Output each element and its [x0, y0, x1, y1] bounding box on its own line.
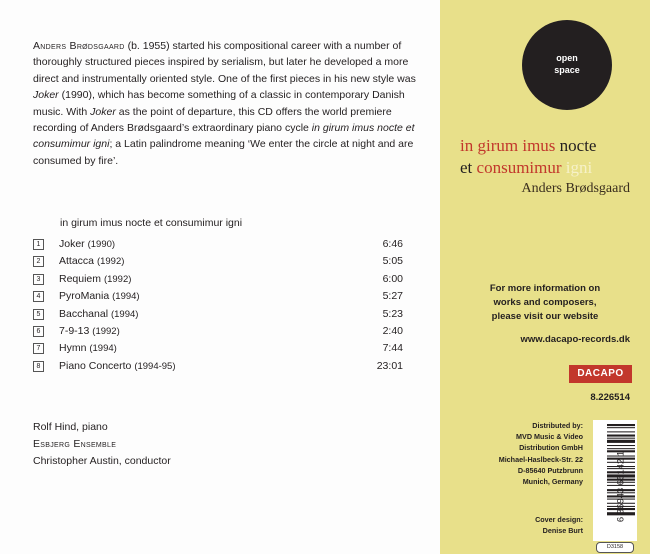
- disc-title: [460, 135, 596, 179]
- track-year: (1994): [112, 291, 140, 303]
- track-number: 3: [33, 274, 44, 285]
- credit-ensemble: Esbjerg Ensemble: [33, 438, 117, 450]
- intro-joker: Joker: [33, 89, 59, 102]
- track-row: [33, 358, 403, 375]
- track-row: [33, 323, 403, 340]
- track-year: (1990): [87, 239, 116, 250]
- track-number: 1: [33, 239, 44, 250]
- distributor-line: D-85640 Putzbrunn: [517, 465, 583, 475]
- track-duration: 7:44: [382, 342, 403, 355]
- intro-palindrome: in girum imus nocte et consumimur igni: [33, 122, 415, 151]
- track-year: (1992): [103, 273, 132, 285]
- credit-conductor: Christopher Austin, conductor: [33, 455, 171, 467]
- intro-text-3: as the point of departure, this CD offers the world premiere recording of Anders Brødsgaard’s extraordinary piano cycle: [33, 105, 392, 135]
- track-year: (1992): [92, 325, 120, 337]
- track-title: Requiem (1992): [59, 272, 132, 285]
- track-title: 7-9-13 (1992): [59, 324, 120, 337]
- track-title: Joker (1990): [59, 238, 116, 250]
- cd-logo-mark: D3158: [596, 542, 634, 553]
- track-duration: 5:05: [382, 255, 403, 268]
- distributor-title: Distributed by:: [532, 421, 583, 430]
- cover-design-name: Denise Burt: [542, 526, 583, 536]
- distributor-line: Distribution GmbH: [519, 443, 583, 453]
- track-number: 8: [33, 361, 44, 372]
- track-number: 6: [33, 326, 44, 337]
- track-duration: 2:40: [382, 324, 403, 337]
- intro-text-1: (b. 1955) started his compositional career with a number of thoroughly structured pieces inspired by serialism, but later he developed a more direct and instrumentally oriented style. One of the first pieces in his new style was: [33, 40, 416, 85]
- track-number: 4: [33, 291, 44, 302]
- open-space-logo: [522, 20, 612, 110]
- cover-design-credit: [445, 514, 583, 536]
- track-number: 5: [33, 309, 44, 320]
- distributor-line: Munich, Germany: [522, 477, 583, 487]
- track-number: 2: [33, 256, 44, 267]
- distributor-line: Michael-Haslbeck-Str. 22: [498, 454, 583, 464]
- credit-pianist: Rolf Hind, piano: [33, 421, 108, 433]
- distributor-line: MVD Music & Video: [516, 432, 583, 442]
- logo-line-open: open: [556, 53, 578, 63]
- track-duration: 5:27: [382, 290, 403, 303]
- track-title: Bacchanal (1994): [59, 307, 139, 320]
- catalog-number: 8.226514: [590, 392, 630, 403]
- distributor-info: [445, 420, 583, 487]
- info-line: For more information on: [489, 283, 601, 294]
- disc-title-word: consumimur: [476, 158, 562, 177]
- barcode-number-holder: [597, 433, 637, 541]
- disc-title-word: in girum: [460, 136, 519, 155]
- track-year: (1994): [110, 308, 139, 320]
- track-duration: 6:46: [382, 238, 403, 250]
- work-title: in girum imus nocte et consumimur igni: [60, 217, 243, 229]
- intro-paragraph: [33, 38, 428, 169]
- track-row: [33, 288, 403, 305]
- track-row: [33, 340, 403, 357]
- composer-name-smallcaps: Anders Brødsgaard: [33, 40, 125, 52]
- track-year: (1994-95): [134, 360, 176, 372]
- intro-text-4: ; a Latin palindrome meaning ‘We enter the circle at night and are consumed by fire’.: [33, 138, 414, 167]
- track-row: [33, 271, 403, 288]
- disc-title-line-1: [460, 135, 596, 157]
- track-year: (1994): [89, 343, 117, 355]
- intro-text-2: (1990), which has become something of a classic in contemporary Danish music. With: [33, 89, 405, 118]
- disc-title-word: et: [460, 158, 473, 177]
- intro-joker-2: Joker: [90, 105, 116, 118]
- disc-title-word: nocte: [559, 136, 597, 155]
- disc-title-word: igni: [565, 158, 593, 177]
- track-title: Attacca (1992): [59, 255, 125, 268]
- disc-title-line-2: [460, 157, 596, 179]
- website-link[interactable]: www.dacapo-records.dk: [520, 334, 630, 345]
- track-row: [33, 253, 403, 270]
- track-duration: 23:01: [376, 359, 403, 372]
- track-row: [33, 236, 403, 253]
- track-row: [33, 306, 403, 323]
- barcode-bar: [607, 427, 635, 428]
- cover-design-title: Cover design:: [535, 515, 583, 524]
- info-line: works and composers,: [493, 297, 597, 308]
- track-title: PyroMania (1994): [59, 290, 140, 303]
- track-duration: 5:23: [382, 307, 403, 320]
- more-info-text: [460, 282, 630, 324]
- logo-line-space: space: [554, 65, 580, 75]
- performer-credits: [33, 419, 171, 470]
- track-title: Hymn (1994): [59, 342, 117, 355]
- track-year: (1992): [96, 256, 125, 268]
- track-duration: 6:00: [382, 272, 403, 285]
- track-title: Piano Concerto (1994-95): [59, 359, 176, 372]
- track-number: 7: [33, 343, 44, 354]
- dacapo-label-logo: DACAPO: [569, 365, 632, 383]
- composer-name: Anders Brødsgaard: [521, 181, 630, 196]
- barcode-bar: [607, 424, 635, 426]
- disc-title-word: imus: [522, 136, 556, 155]
- barcode-number: 6 36943 65142 1: [615, 450, 627, 523]
- track-list: [33, 236, 403, 375]
- info-line: please visit our website: [491, 311, 599, 322]
